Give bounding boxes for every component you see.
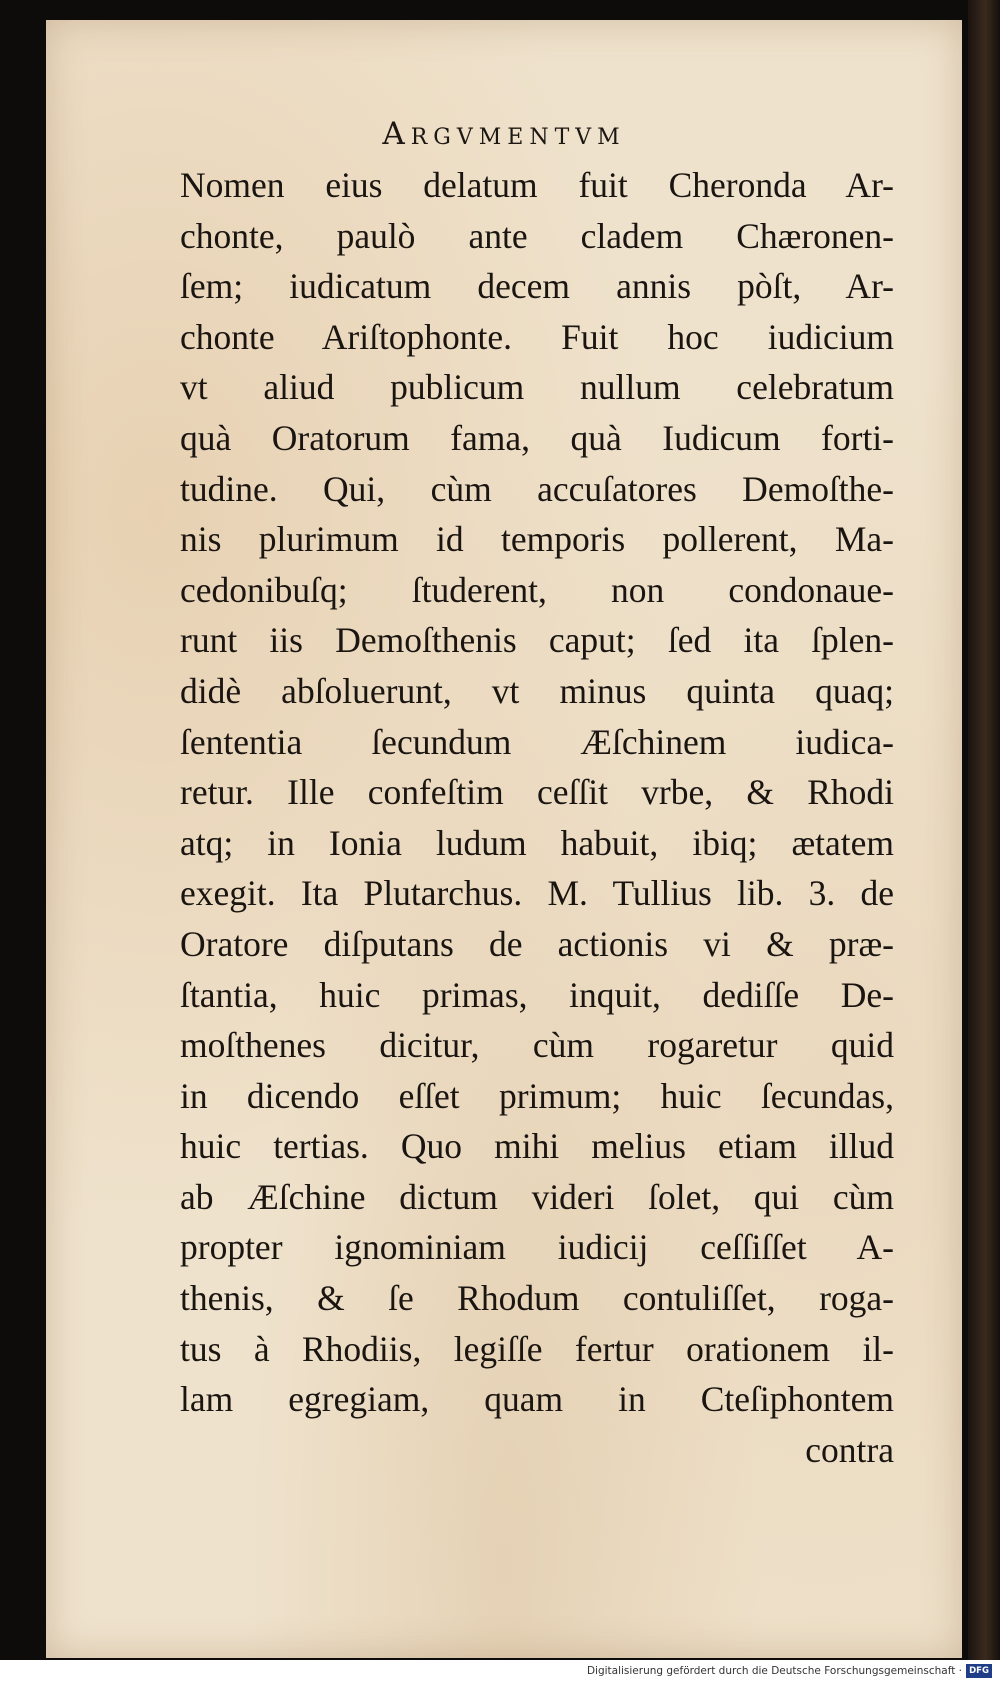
text-line: lam egregiam, quam in Cteſiphontem bbox=[180, 1379, 894, 1420]
text-line: huic tertias. Quo mihi melius etiam illud bbox=[180, 1126, 894, 1167]
text-line: thenis, & ſe Rhodum contuliſſet, roga- bbox=[180, 1278, 894, 1319]
text-line: in dicendo eſſet primum; huic ſecundas, bbox=[180, 1075, 894, 1116]
text-line: tudine. Qui, cùm accuſatores Demoſthe- bbox=[180, 468, 894, 509]
text-line: Oratore diſputans de actionis vi & præ- bbox=[180, 923, 894, 964]
text-line: cedonibuſq; ſtuderent, non condonaue- bbox=[180, 569, 894, 610]
funding-credit: Digitalisierung gefördert durch die Deutsche Forschungsgemeinschaft · bbox=[586, 1665, 962, 1677]
text-line: exegit. Ita Plutarchus. M. Tullius lib. 3. de bbox=[180, 873, 894, 914]
book-spine-edge bbox=[968, 0, 1000, 1686]
text-line: ſem; iudicatum decem annis pòſt, Ar- bbox=[180, 266, 894, 307]
text-line: atq; in Ionia ludum habuit, ibiq; ætatem bbox=[180, 822, 894, 863]
text-line: vt aliud publicum nullum celebratum bbox=[180, 367, 894, 408]
text-line: quà Oratorum fama, quà Iudicum forti- bbox=[180, 417, 894, 458]
text-line: propter ignominiam iudicij ceſſiſſet A- bbox=[180, 1227, 894, 1268]
digitization-footer bbox=[0, 1660, 1000, 1686]
text-line: ab Æſchine dictum videri ſolet, qui cùm bbox=[180, 1176, 894, 1217]
text-line: chonte Ariſtophonte. Fuit hoc iudicium bbox=[180, 316, 894, 357]
text-line: ſtantia, huic primas, inquit, dediſſe De- bbox=[180, 974, 894, 1015]
running-head: Argvmentvm bbox=[382, 116, 626, 152]
text-line: chonte, paulò ante cladem Chæronen- bbox=[180, 215, 894, 256]
text-line: didè abſoluerunt, vt minus quinta quaq; bbox=[180, 670, 894, 711]
text-line: retur. Ille confeſtim ceſſit vrbe, & Rhodi bbox=[180, 772, 894, 813]
text-line: ſententia ſecundum Æſchinem iudica- bbox=[180, 721, 894, 762]
book-page bbox=[46, 20, 962, 1658]
text-line: Nomen eius delatum fuit Cheronda Ar- bbox=[180, 165, 894, 205]
catchword: contra bbox=[805, 1429, 894, 1470]
text-line: runt iis Demoſthenis caput; ſed ita ſplen- bbox=[180, 620, 894, 661]
body-text bbox=[180, 160, 894, 1475]
dfg-logo: DFG bbox=[966, 1664, 992, 1678]
text-line: nis plurimum id temporis pollerent, Ma- bbox=[180, 519, 894, 560]
text-line: tus à Rhodiis, legiſſe fertur orationem il- bbox=[180, 1328, 894, 1369]
text-line: moſthenes dicitur, cùm rogaretur quid bbox=[180, 1025, 894, 1066]
